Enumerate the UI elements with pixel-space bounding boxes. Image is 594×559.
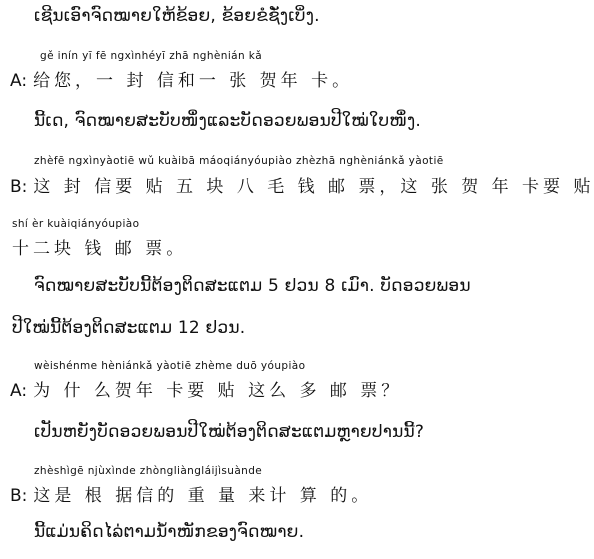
speaker-label: B: bbox=[10, 177, 28, 197]
pinyin-line-3: shí èr kuàiqiányóupiào bbox=[12, 218, 140, 230]
dialogue-line-b2 bbox=[10, 481, 372, 506]
lao-line-1: ເຊີນເອົາຈົດໝາຍໃຫ້ຂ້ອຍ, ຂ້ອຍຂໍຊັ່ງເບິ່ງ. bbox=[34, 6, 320, 26]
dialogue-line-b1 bbox=[10, 172, 594, 197]
dialogue-line-a2 bbox=[10, 376, 402, 401]
chinese-text: 这是 根 据信的 重 量 来计 算 的。 bbox=[33, 486, 373, 506]
chinese-text: 十二块 钱 邮 票。 bbox=[12, 239, 188, 259]
pinyin-line-1: gě inín yī fē ngxìnhéyī zhā nghènián kǎ bbox=[40, 50, 263, 62]
lao-line-2: ນີ້ເດ, ຈົດໝາຍສະບັບໜຶ່ງແລະບັດອວຍພອນປີໃໝ່ໃບໜຶ່ງ. bbox=[34, 111, 422, 131]
dialogue-line-a1 bbox=[10, 66, 353, 91]
chinese-text: 给您，一 封 信和一 张 贺年 卡。 bbox=[33, 71, 354, 91]
speaker-label: B: bbox=[10, 486, 28, 506]
lao-line-5: ນີ້ແມ່ນຄິດໄລ່ຕາມນ້ຳໜັກຂອງຈົດໝາຍ. bbox=[34, 522, 305, 542]
speaker-label: A: bbox=[10, 71, 28, 91]
lao-line-3: ຈົດໝາຍສະບັບນີ້ຕ້ອງຕິດສະແຕມ 5 ຢວນ 8 ເມົາ. ບັດອວຍພອນ bbox=[34, 276, 471, 296]
pinyin-line-2: zhèfē ngxìnyàotiē wǔ kuàibā máoqiányóupiào zhèzhā nghèniánkǎ yàotiē bbox=[34, 155, 444, 167]
lao-line-4: ເປັນຫຍັງບັດອວຍພອນປີໃໝ່ຕ້ອງຕິດສະແຕມຫຼາຍປານນີ້? bbox=[34, 422, 425, 442]
pinyin-line-5: zhèshìgē njùxìnde zhòngliàngláijìsuànde bbox=[34, 465, 263, 477]
dialogue-line-b1-cont bbox=[12, 234, 187, 259]
pinyin-line-4: wèishénme hèniánkǎ yàotiē zhème duō yóupiào bbox=[34, 360, 306, 372]
speaker-label: A: bbox=[10, 381, 28, 401]
chinese-text: 为 什 么贺年 卡要 贴 这么 多 邮 票？ bbox=[33, 381, 403, 401]
lao-line-3-cont: ປີໃໝ່ນີ້ຕ້ອງຕິດສະແຕມ 12 ຢວນ. bbox=[12, 318, 246, 338]
chinese-text: 这 封 信要 贴 五 块 八 毛 钱 邮 票，这 张 贺 年 卡要 贴 bbox=[33, 177, 594, 197]
